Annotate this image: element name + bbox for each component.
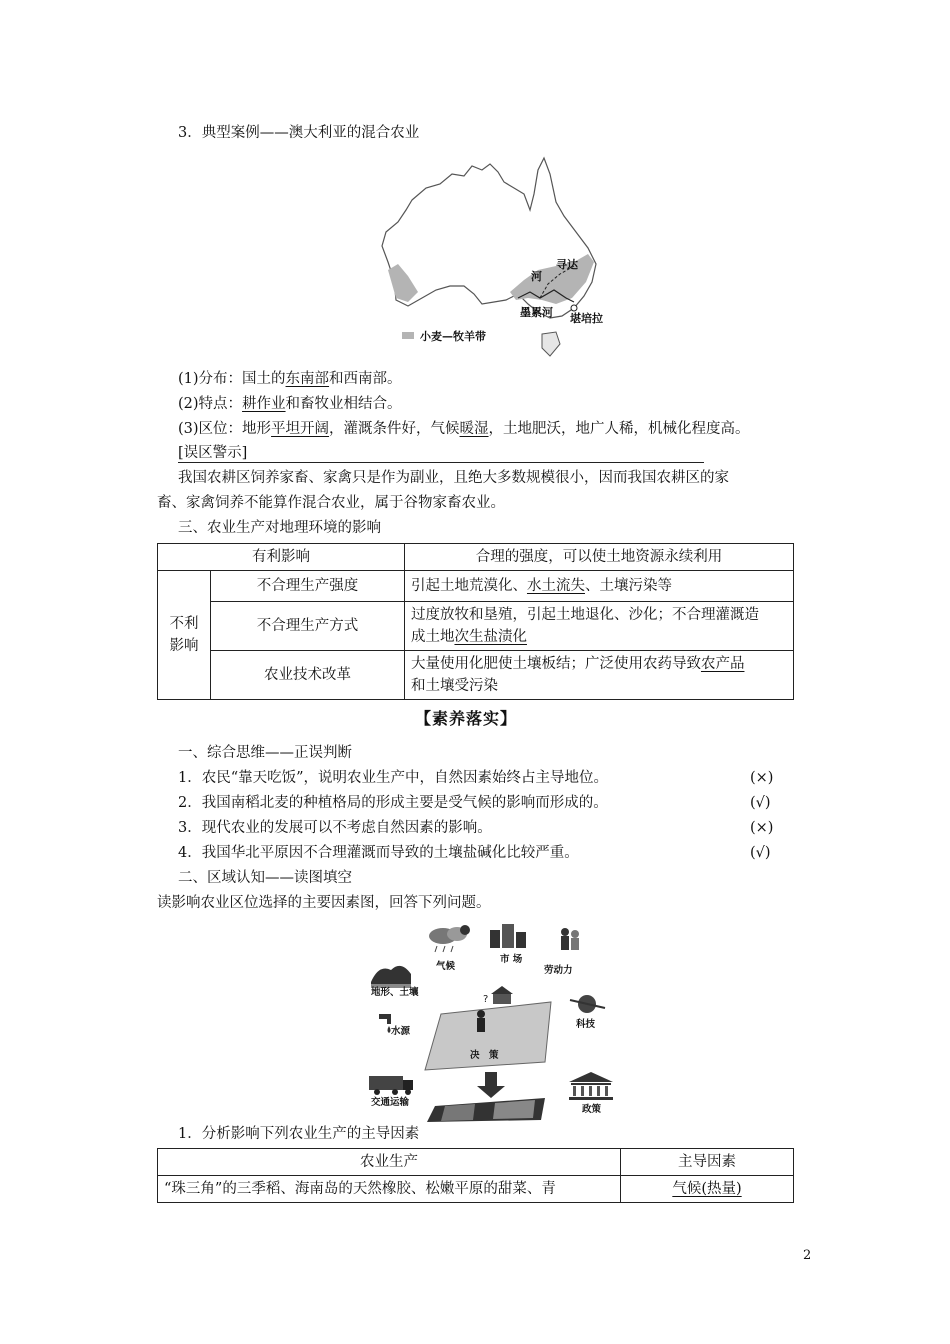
factor-table: [157, 1148, 794, 1203]
judgement-4: 4．我国华北平原因不合理灌溉而导致的土壤盐碱化比较严重。: [178, 845, 579, 861]
workers-icon: [561, 928, 579, 950]
judgement-1: 1．农民“靠天吃饭”，说明农业生产中，自然因素始终占主导地位。: [178, 770, 609, 786]
cause-intensity: 不合理生产强度: [211, 571, 405, 602]
judgement-3: 3．现代农业的发展可以不考虑自然因素的影响。: [178, 820, 492, 836]
part1-title: 一、综合思维——正误判断: [178, 745, 352, 761]
city-buildings-icon: [490, 924, 526, 948]
cloud-rain-icon: [429, 925, 470, 952]
point-distribution: (1)分布：国土的东南部和西南部。: [178, 371, 402, 387]
farmland-grid: [427, 1098, 545, 1122]
factor-transport: 交通运输: [371, 1097, 410, 1108]
part2-title: 二、区域认知——读图填空: [178, 870, 352, 886]
effect-technology: 大量使用化肥使土壤板结；广泛使用农药导致农产品 和土壤受污染: [404, 651, 793, 700]
unfavorable-label: 不利 影响: [158, 571, 211, 700]
part2-intro: 读影响农业区位选择的主要因素图，回答下列问题。: [157, 895, 491, 911]
svg-text:?: ?: [483, 994, 489, 1005]
factor-table-row1-factor: 气候(热量): [621, 1176, 794, 1203]
factor-policy: 政策: [582, 1104, 602, 1115]
cause-method: 不合理生产方式: [211, 602, 405, 651]
section-title: 3．典型案例——澳大利亚的混合农业: [178, 125, 420, 141]
factor-decision: 决 策: [470, 1050, 499, 1061]
effect-intensity: 引起土地荒漠化、水土流失、土壤污染等: [404, 571, 793, 602]
point-location: (3)区位：地形平坦开阔，灌溉条件好，气候暖湿，土地肥沃，地广人稀，机械化程度高。: [178, 421, 750, 437]
satellite-globe-icon: [570, 995, 605, 1013]
australia-map: [378, 152, 623, 362]
warning-line-1: 我国农耕区饲养家畜、家禽只是作为副业，且绝大多数规模很小，因而我国农耕区的家: [178, 470, 729, 486]
cause-technology: 农业技术改革: [211, 651, 405, 700]
down-arrow-icon: [477, 1072, 505, 1098]
section-banner: 【素养落实】: [415, 709, 518, 728]
river-label-3: 墨累河: [520, 306, 553, 319]
judgement-2-answer: (√): [750, 795, 771, 811]
effect-method: 过度放牧和垦殖，引起土地退化、沙化；不合理灌溉造 成土地次生盐渍化: [404, 602, 793, 651]
water-tap-icon: [379, 1014, 391, 1033]
favorable-label: 有利影响: [158, 544, 405, 571]
factor-climate: 气候: [436, 961, 456, 972]
legend-swatch: [402, 332, 414, 339]
judgement-3-answer: (×): [750, 820, 774, 836]
wheat-sheep-belt-se: [510, 254, 594, 304]
factor-water: 水源: [391, 1026, 411, 1037]
judgement-1-answer: (×): [750, 770, 774, 786]
truck-icon: [369, 1076, 413, 1095]
point-feature: (2)特点：耕作业和畜牧业相结合。: [178, 396, 402, 412]
wheat-sheep-belt-sw: [388, 264, 418, 302]
factor-labor: 劳动力: [544, 965, 573, 976]
factor-table-col1: 农业生产: [158, 1149, 621, 1176]
river-label-1: 河: [531, 270, 542, 283]
factor-terrain: 地形、土壤: [371, 987, 419, 998]
warning-title: [误区警示]: [178, 445, 248, 461]
favorable-text: 合理的强度，可以使土地资源永续利用: [404, 544, 793, 571]
question-1-title: 1．分析影响下列农业生产的主导因素: [178, 1126, 420, 1142]
river-label-2: 寻达: [556, 258, 578, 271]
city-label: 堪培拉: [570, 312, 603, 325]
map-legend-label: 小麦—牧羊带: [420, 330, 486, 343]
factor-market: 市 场: [500, 954, 523, 965]
page-number: 2: [803, 1248, 812, 1263]
factor-tech: 科技: [576, 1019, 596, 1030]
section-iii-title: 三、农业生产对地理环境的影响: [178, 520, 381, 536]
warning-line-2: 畜、家禽饲养不能算作混合农业，属于谷物家畜农业。: [157, 495, 505, 511]
judgement-4-answer: (√): [750, 845, 771, 861]
judgement-2: 2．我国南稻北麦的种植格局的形成主要是受气候的影响而形成的。: [178, 795, 608, 811]
impact-table: [157, 543, 794, 700]
warning-rule: [178, 462, 704, 463]
factor-table-row1-production: “珠三角”的三季稻、海南岛的天然橡胶、松嫩平原的甜菜、青: [158, 1176, 621, 1203]
government-building-icon: [569, 1072, 613, 1100]
factor-table-col2: 主导因素: [621, 1149, 794, 1176]
tasmania-outline: [542, 332, 560, 356]
